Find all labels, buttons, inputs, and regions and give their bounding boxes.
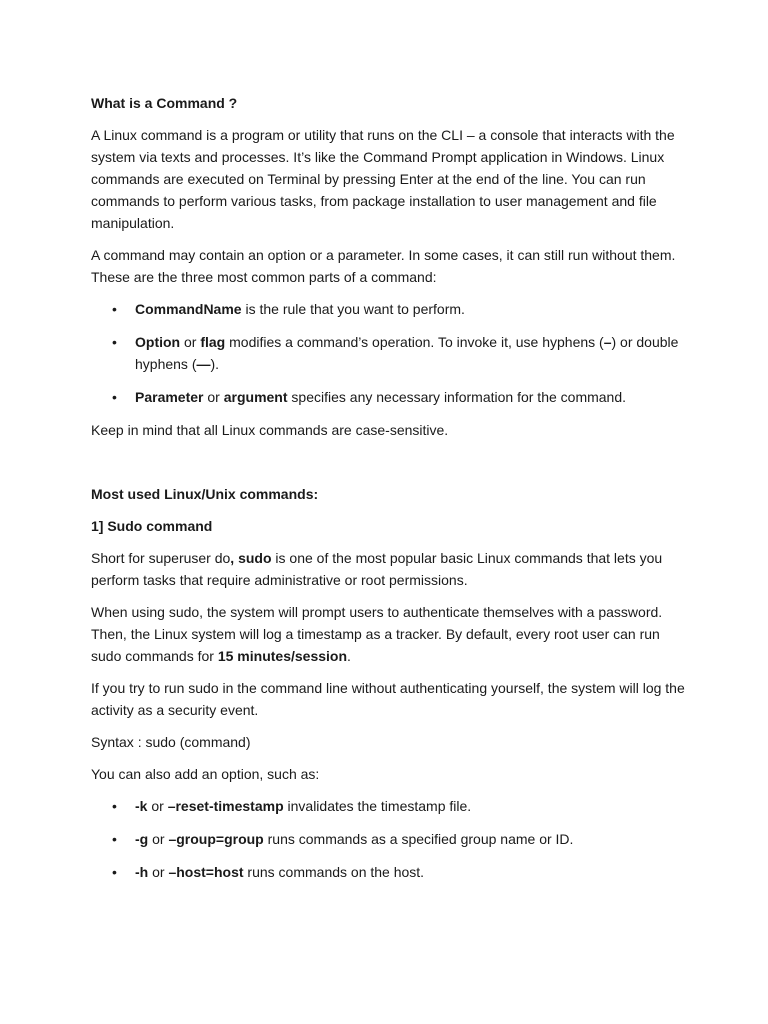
section-title-most-used: Most used Linux/Unix commands: (91, 486, 319, 502)
sudo-options-list (91, 795, 691, 883)
list-text: invalidates the timestamp file. (283, 798, 472, 814)
list-text: or (203, 389, 224, 405)
text-run: . (347, 648, 351, 664)
option-flag: -k (135, 798, 148, 814)
list-text: is the rule that you want to perform. (241, 301, 465, 317)
option-flag: -g (135, 831, 149, 847)
bullet-icon: • (112, 798, 117, 814)
bullet-icon: • (112, 334, 117, 350)
term-duration: 15 minutes/session (217, 648, 348, 664)
term-flag: flag (200, 334, 226, 350)
bullet-icon: • (112, 301, 117, 317)
paragraph-linux-command: A Linux command is a program or utility that runs on the CLI – a console that interacts with the system via texts and processes. It’s like the Command Prompt application in Windows. Linux commands are executed on Terminal by pressing Enter at the end of the line. You can run commands to perform various tasks, from package installation to user management and file manipulation. (91, 127, 675, 231)
command-parts-list (91, 298, 691, 408)
paragraph-case-sensitive: Keep in mind that all Linux commands are case-sensitive. (91, 422, 449, 438)
document-page (91, 92, 691, 894)
bullet-icon: • (112, 831, 117, 847)
list-text: specifies any necessary information for the command. (287, 389, 627, 405)
list-text: or (148, 864, 169, 880)
list-text: or (180, 334, 201, 350)
list-text: modifies a command’s operation. To invoke it, use hyphens ( (225, 334, 604, 350)
paragraph-options-intro: You can also add an option, such as: (91, 766, 320, 782)
paragraph-sudo-security: If you try to run sudo in the command line without authenticating yourself, the system will log the activity as a security event. (91, 680, 685, 718)
term-double-hyphen: — (196, 356, 211, 372)
text-run: When using sudo, the system will prompt users to authenticate themselves with a password. Then, the Linux system will log a timestamp as a tracker. By default, every root user can run sudo commands for (91, 604, 663, 664)
term-option: Option (135, 334, 181, 350)
list-item (91, 331, 691, 375)
term-parameter: Parameter (135, 389, 204, 405)
option-flag: -h (135, 864, 149, 880)
paragraph-sudo-timestamp (91, 601, 691, 667)
list-text: or (148, 831, 169, 847)
paragraph-syntax: Syntax : sudo (command) (91, 734, 251, 750)
bullet-icon: • (112, 864, 117, 880)
spacer (91, 451, 691, 483)
list-text: ). (210, 356, 220, 372)
list-item (91, 298, 691, 320)
list-text: ) or double hyphens ( (135, 334, 679, 372)
text-run: Short for superuser do (91, 550, 231, 566)
term-commandname: CommandName (135, 301, 242, 317)
text-run: is one of the most popular basic Linux commands that lets you perform tasks that require administrative or root permissions. (91, 550, 663, 588)
option-long: –host=host (168, 864, 244, 880)
term-hyphen: – (603, 334, 612, 350)
section-title-command: What is a Command ? (91, 95, 238, 111)
list-text: or (147, 798, 168, 814)
list-item (91, 795, 691, 817)
list-text: runs commands on the host. (243, 864, 425, 880)
list-text: runs commands as a specified group name or ID. (263, 831, 574, 847)
term-argument: argument (223, 389, 288, 405)
paragraph-command-parts: A command may contain an option or a parameter. In some cases, it can still run without them. These are the three most common parts of a command: (91, 247, 676, 285)
option-long: –reset-timestamp (167, 798, 284, 814)
paragraph-sudo-intro (91, 547, 691, 591)
term-sudo: , sudo (230, 550, 272, 566)
list-item (91, 828, 691, 850)
subsection-title-sudo: 1] Sudo command (91, 518, 213, 534)
bullet-icon: • (112, 389, 117, 405)
list-item (91, 861, 691, 883)
list-item (91, 386, 691, 408)
option-long: –group=group (168, 831, 264, 847)
